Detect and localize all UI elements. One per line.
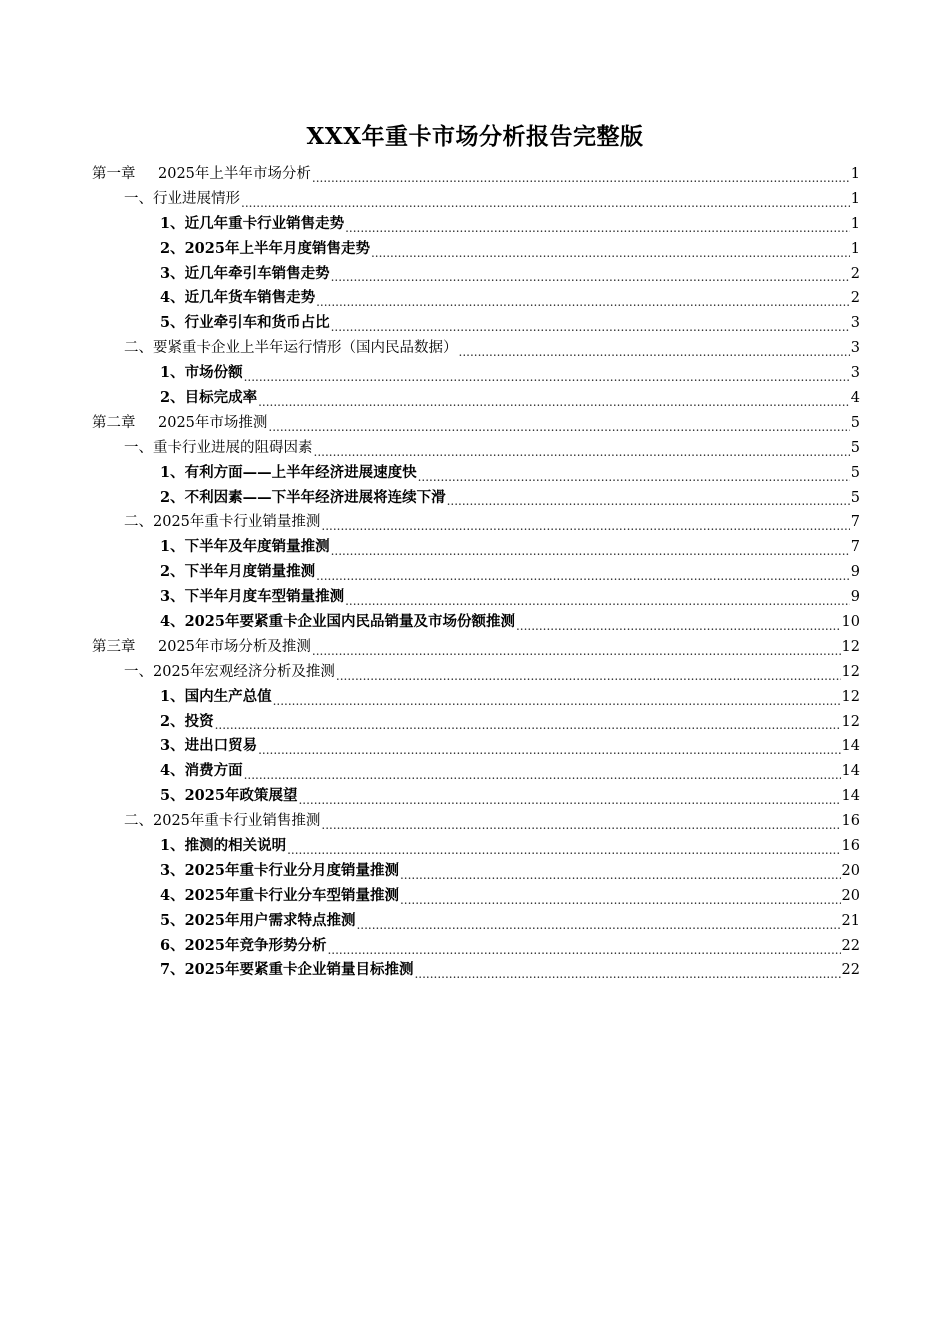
toc-entry[interactable] <box>92 436 860 461</box>
toc-page-number: 22 <box>841 962 860 979</box>
toc-entry[interactable] <box>92 784 860 809</box>
toc-entry-label <box>160 311 330 336</box>
toc-entry-label <box>160 710 214 735</box>
dot-leader <box>345 212 850 237</box>
toc-entry-text: 1、近几年重卡行业销售走势 <box>160 214 345 232</box>
toc-page-number: 5 <box>850 414 860 431</box>
toc-entry[interactable] <box>92 510 860 535</box>
toc-entry[interactable] <box>92 187 860 212</box>
toc-page-number: 5 <box>850 439 860 456</box>
toc-entry-label <box>160 286 315 311</box>
toc-entry-label <box>160 834 286 859</box>
toc-entry-label <box>92 162 311 187</box>
toc-entry-label <box>124 336 458 361</box>
dot-leader <box>312 162 850 187</box>
toc-entry-text: 6、2025年竞争形势分析 <box>160 936 327 954</box>
chapter-number: 第三章 <box>92 638 136 655</box>
toc-page-number: 1 <box>850 190 860 207</box>
toc-entry-text: 4、近几年货车销售走势 <box>160 289 316 307</box>
toc-entry-text: 二、2025年重卡行业销售推测 <box>124 813 321 830</box>
toc-entry-text: 4、2025年要紧重卡企业国内民品销量及市场份额推测 <box>160 613 515 631</box>
toc-entry-text: 5、2025年用户需求特点推测 <box>160 911 356 929</box>
dot-leader <box>258 386 850 411</box>
dot-leader <box>336 660 841 685</box>
toc-entry[interactable] <box>92 585 860 610</box>
toc-page-number: 22 <box>841 937 860 954</box>
toc-entry[interactable] <box>92 461 860 486</box>
toc-page-number: 3 <box>850 365 860 382</box>
toc-entry[interactable] <box>92 361 860 386</box>
dot-leader <box>331 535 850 560</box>
dot-leader <box>244 361 850 386</box>
toc-entry-label <box>160 535 330 560</box>
document-title: XXX年重卡市场分析报告完整版 <box>306 123 644 150</box>
toc-entry-label <box>160 610 515 635</box>
toc-entry-text: 4、2025年重卡行业分车型销量推测 <box>160 886 399 904</box>
toc-entry-label <box>160 934 326 959</box>
toc-entry-text: 2、投资 <box>160 712 214 730</box>
toc-entry-label <box>160 486 446 511</box>
dot-leader <box>316 560 850 585</box>
toc-entry-text: 5、2025年政策展望 <box>160 787 298 805</box>
toc-entry-label <box>160 262 330 287</box>
toc-page-number: 16 <box>841 838 860 855</box>
toc-entry-label <box>124 187 240 212</box>
toc-page-number: 14 <box>841 738 860 755</box>
toc-entry-label <box>160 386 257 411</box>
toc-page-number: 14 <box>841 788 860 805</box>
toc-page-number: 5 <box>850 489 860 506</box>
toc-entry-label <box>92 411 267 436</box>
dot-leader <box>241 187 850 212</box>
chapter-number: 第一章 <box>92 165 136 182</box>
toc-entry[interactable] <box>92 262 860 287</box>
toc-page-number: 20 <box>841 887 860 904</box>
toc-page-number: 12 <box>841 713 860 730</box>
toc-entry-label <box>160 560 315 585</box>
toc-entry-text: 2、不利因素——下半年经济进展将连续下滑 <box>160 488 446 506</box>
toc-entry-text: 一、行业进展情形 <box>124 190 240 207</box>
toc-page-number: 2 <box>850 265 860 282</box>
toc-entry[interactable] <box>92 386 860 411</box>
toc-page-number: 10 <box>841 614 860 631</box>
toc-entry-text: 3、近几年牵引车销售走势 <box>160 264 330 282</box>
toc-entry[interactable] <box>92 635 860 660</box>
dot-leader <box>314 436 850 461</box>
toc-page-number: 1 <box>850 240 860 257</box>
toc-page-number: 7 <box>850 514 860 531</box>
dot-leader <box>418 461 850 486</box>
toc-entry-label <box>160 237 370 262</box>
toc-entry-label <box>124 436 313 461</box>
toc-page-number: 12 <box>841 688 860 705</box>
toc-entry[interactable] <box>92 685 860 710</box>
chapter-number: 第二章 <box>92 414 136 431</box>
toc-entry-text: 5、行业牵引车和货币占比 <box>160 314 330 332</box>
toc-entry-text: 1、推测的相关说明 <box>160 837 287 855</box>
toc-page-number: 1 <box>850 165 860 182</box>
toc-entry-text: 二、2025年重卡行业销量推测 <box>124 514 321 531</box>
toc-entry[interactable] <box>92 834 860 859</box>
table-of-contents <box>92 162 860 983</box>
toc-page-number: 3 <box>850 315 860 332</box>
toc-entry-label <box>160 461 417 486</box>
dot-leader <box>356 909 840 934</box>
toc-entry[interactable] <box>92 934 860 959</box>
toc-entry-label <box>124 809 320 834</box>
toc-entry-text: 1、有利方面——上半年经济进展速度快 <box>160 463 417 481</box>
dot-leader <box>414 959 840 984</box>
toc-entry-text: 3、下半年月度车型销量推测 <box>160 588 345 606</box>
toc-entry-label <box>92 635 311 660</box>
toc-entry[interactable] <box>92 884 860 909</box>
toc-entry-label <box>160 361 243 386</box>
dot-leader <box>312 635 841 660</box>
dot-leader <box>345 585 850 610</box>
toc-page-number: 7 <box>850 539 860 556</box>
dot-leader <box>331 311 850 336</box>
toc-page-number: 12 <box>841 638 860 655</box>
toc-entry-label <box>160 884 399 909</box>
toc-entry-label <box>160 212 344 237</box>
toc-page-number: 2 <box>850 290 860 307</box>
dot-leader <box>268 411 849 436</box>
dot-leader <box>316 286 850 311</box>
toc-entry-label <box>124 660 335 685</box>
toc-page-number: 4 <box>850 390 860 406</box>
dot-leader <box>400 859 841 884</box>
toc-entry-label <box>160 784 297 809</box>
toc-entry-text: 2025年上半年市场分析 <box>158 165 311 182</box>
toc-entry-text: 一、重卡行业进展的阻碍因素 <box>124 439 313 456</box>
toc-entry-text: 2、目标完成率 <box>160 389 258 406</box>
toc-entry[interactable] <box>92 660 860 685</box>
toc-entry-text: 2025年市场推测 <box>158 414 268 431</box>
toc-entry-text: 1、国内生产总值 <box>160 687 272 705</box>
toc-page-number: 16 <box>841 813 860 830</box>
toc-entry[interactable] <box>92 610 860 635</box>
dot-leader <box>516 610 841 635</box>
toc-entry-label <box>160 734 257 759</box>
dot-leader <box>273 685 841 710</box>
toc-entry-text: 7、2025年要紧重卡企业销量目标推测 <box>160 961 414 979</box>
toc-entry-label <box>160 759 243 784</box>
dot-leader <box>321 510 849 535</box>
toc-entry[interactable] <box>92 311 860 336</box>
toc-page-number: 5 <box>850 464 860 481</box>
toc-page-number: 9 <box>850 564 860 581</box>
toc-entry-text: 一、2025年宏观经济分析及推测 <box>124 663 335 680</box>
toc-page-number: 12 <box>841 663 860 680</box>
toc-entry[interactable] <box>92 336 860 361</box>
toc-entry-label <box>160 859 399 884</box>
toc-page-number: 20 <box>841 862 860 879</box>
toc-page-number: 14 <box>841 763 860 780</box>
toc-entry-label <box>160 909 355 934</box>
toc-entry[interactable] <box>92 759 860 784</box>
toc-entry[interactable] <box>92 809 860 834</box>
toc-page-number: 9 <box>850 589 860 606</box>
toc-entry[interactable] <box>92 710 860 735</box>
dot-leader <box>287 834 840 859</box>
toc-entry-text: 4、消费方面 <box>160 762 243 780</box>
toc-entry-text: 3、进出口贸易 <box>160 737 258 755</box>
toc-entry[interactable] <box>92 909 860 934</box>
toc-entry-label <box>124 510 320 535</box>
dot-leader <box>459 336 850 361</box>
dot-leader <box>400 884 841 909</box>
toc-entry-label <box>160 585 344 610</box>
toc-entry-text: 二、要紧重卡企业上半年运行情形（国内民品数据） <box>124 340 458 357</box>
toc-entry[interactable] <box>92 486 860 511</box>
toc-entry[interactable] <box>92 237 860 262</box>
toc-page-number: 1 <box>850 215 860 232</box>
toc-entry[interactable] <box>92 212 860 237</box>
toc-entry-label <box>160 685 272 710</box>
toc-entry[interactable] <box>92 411 860 436</box>
toc-entry-label <box>160 958 413 983</box>
dot-leader <box>447 486 850 511</box>
toc-entry[interactable] <box>92 535 860 560</box>
dot-leader <box>215 710 841 735</box>
toc-entry-text: 3、2025年重卡行业分月度销量推测 <box>160 861 399 879</box>
toc-entry[interactable] <box>92 859 860 884</box>
toc-entry[interactable] <box>92 560 860 585</box>
toc-entry-text: 2、下半年月度销量推测 <box>160 563 316 581</box>
toc-entry-text: 1、市场份额 <box>160 364 243 382</box>
dot-leader <box>331 262 850 287</box>
dot-leader <box>258 734 840 759</box>
dot-leader <box>244 759 841 784</box>
dot-leader <box>327 934 840 959</box>
toc-entry[interactable] <box>92 286 860 311</box>
toc-entry[interactable] <box>92 959 860 984</box>
dot-leader <box>298 784 840 809</box>
toc-entry-text: 2、2025年上半年月度销售走势 <box>160 239 370 257</box>
toc-entry-text: 1、下半年及年度销量推测 <box>160 538 330 556</box>
toc-entry[interactable] <box>92 734 860 759</box>
toc-entry-text: 2025年市场分析及推测 <box>158 638 311 655</box>
toc-entry[interactable] <box>92 162 860 187</box>
dot-leader <box>321 809 840 834</box>
toc-page-number: 21 <box>841 912 860 929</box>
dot-leader <box>371 237 850 262</box>
toc-page-number: 3 <box>850 340 860 357</box>
